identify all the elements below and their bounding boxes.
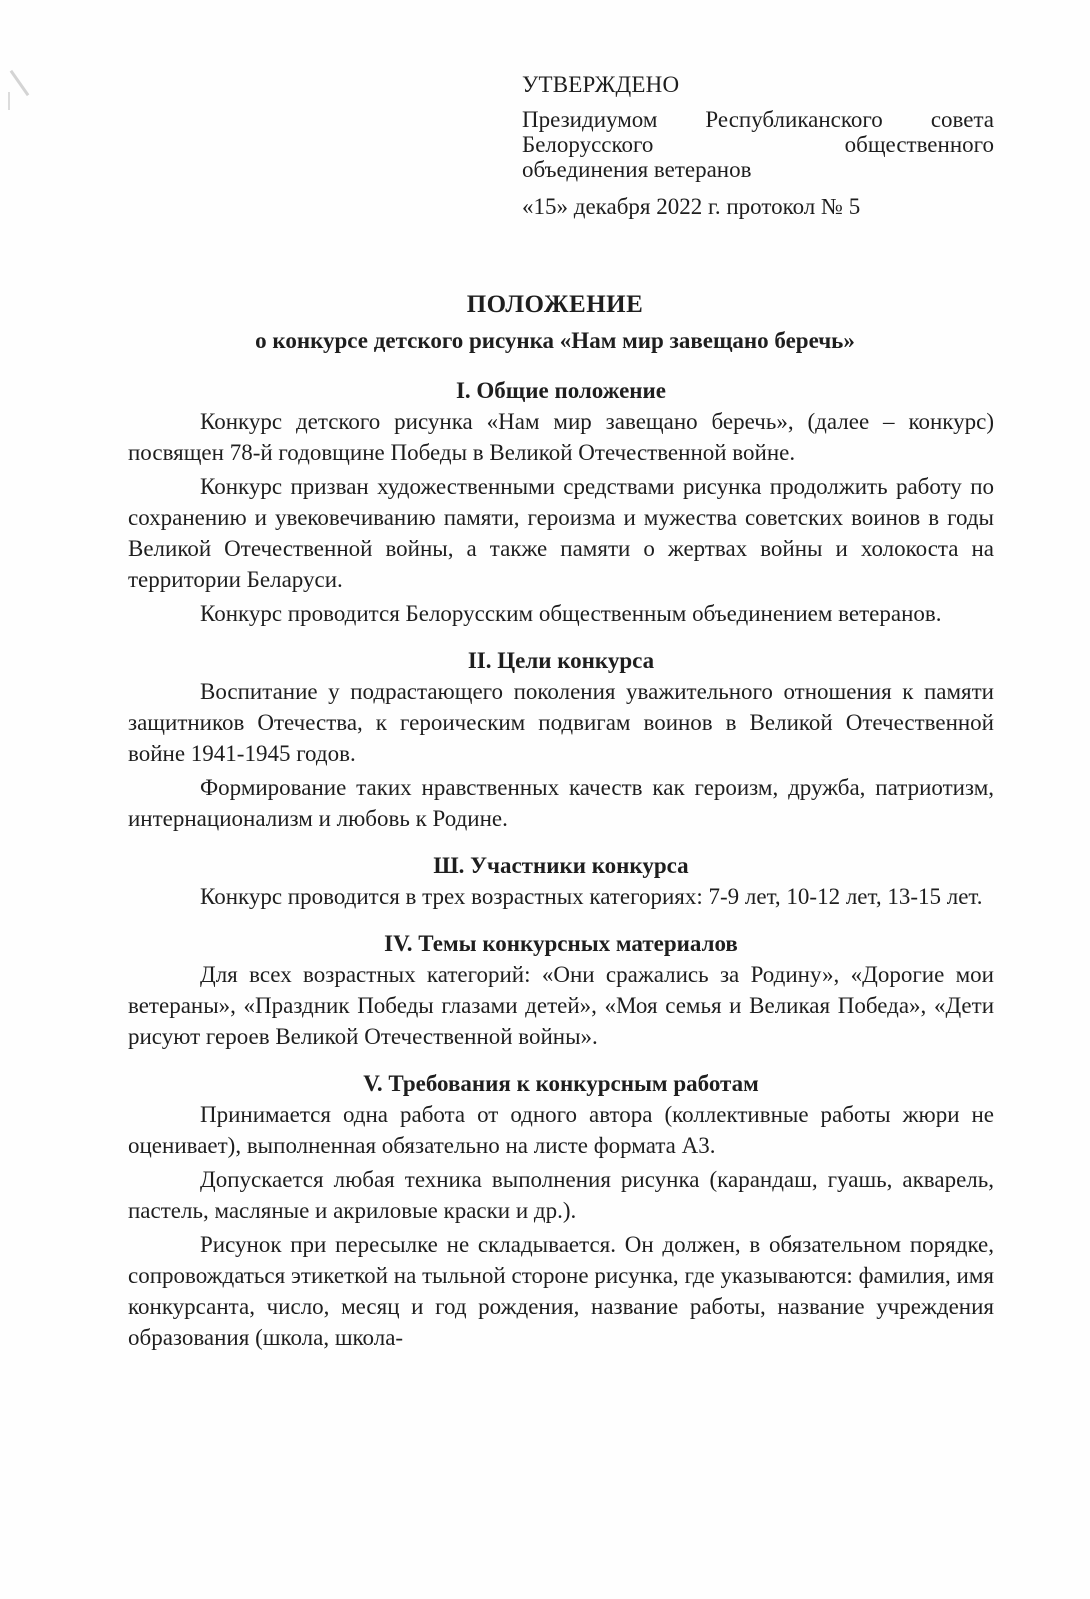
section-title: IV. Темы конкурсных материалов: [384, 931, 738, 956]
paragraph: Конкурс детского рисунка «Нам мир завещано беречь», (далее – конкурс) посвящен 78-й годовщине Победы в Великой Отечественной войне.: [128, 409, 994, 465]
section-goals: [128, 645, 994, 834]
section-title: II. Цели конкурса: [467, 648, 655, 673]
approval-title: УТВЕРЖДЕНО: [522, 72, 680, 97]
scan-artifact: [10, 70, 30, 96]
section-participants: [128, 850, 994, 912]
document-title: ПОЛОЖЕНИЕ: [466, 291, 644, 318]
approval-date: «15» декабря 2022 г. протокол № 5: [522, 194, 861, 219]
section-title: V. Требования к конкурсным работам: [363, 1071, 759, 1096]
paragraph: Формирование таких нравственных качеств как героизм, дружба, патриотизм, интернационализм и любовь к Родине.: [128, 775, 994, 831]
paragraph: Воспитание у подрастающего поколения уважительного отношения к памяти защитников Отечества, к героическим подвигам воинов в Великой Отечественной войне 1941-1945 годов.: [128, 679, 994, 766]
document-title-block: [120, 290, 990, 356]
document-subtitle: о конкурсе детского рисунка «Нам мир завещано беречь»: [255, 328, 855, 353]
document-body: [128, 375, 994, 1356]
paragraph: Конкурс проводится в трех возрастных категориях: 7-9 лет, 10-12 лет, 13-15 лет.: [200, 884, 983, 909]
paragraph: Конкурс проводится Белорусским общественным объединением ветеранов.: [200, 601, 942, 626]
paragraph: Для всех возрастных категорий: «Они сражались за Родину», «Дорогие мои ветераны», «Праздник Победы глазами детей», «Моя семья и Великая Победа», «Дети рисуют героев Великой Отечественной войны».: [128, 962, 994, 1049]
section-requirements: [128, 1068, 994, 1353]
paragraph: Конкурс призван художественными средствами рисунка продолжить работу по сохранению и увековечиванию памяти, героизма и мужества советских воинов в годы Великой Отечественной войны, а также памяти о жертвах войны и холокоста на территории Беларуси.: [128, 474, 994, 592]
paragraph: Принимается одна работа от одного автора (коллективные работы жюри не оценивает), выполненная обязательно на листе формата А3.: [128, 1102, 994, 1158]
section-title: I. Общие положение: [455, 378, 667, 403]
section-general: [128, 375, 994, 629]
paragraph: Допускается любая техника выполнения рисунка (карандаш, гуашь, акварель, пастель, масляные и акриловые краски и др.).: [128, 1167, 994, 1223]
section-title: Ш. Участники конкурса: [433, 853, 689, 878]
approval-stamp-block: [522, 72, 994, 219]
approval-line: Белорусского общественного: [522, 132, 994, 157]
approval-line: объединения ветеранов: [522, 157, 752, 182]
approval-line: Президиумом Республиканского совета: [522, 107, 994, 132]
section-themes: [128, 928, 994, 1052]
scan-artifact: [8, 92, 10, 110]
paragraph: Рисунок при пересылке не складывается. Он должен, в обязательном порядке, сопровождаться этикеткой на тыльной стороне рисунка, где указываются: фамилия, имя конкурсанта, число, месяц и год рождения, название работы, название учреждения образования (школа, школа-: [128, 1232, 994, 1350]
